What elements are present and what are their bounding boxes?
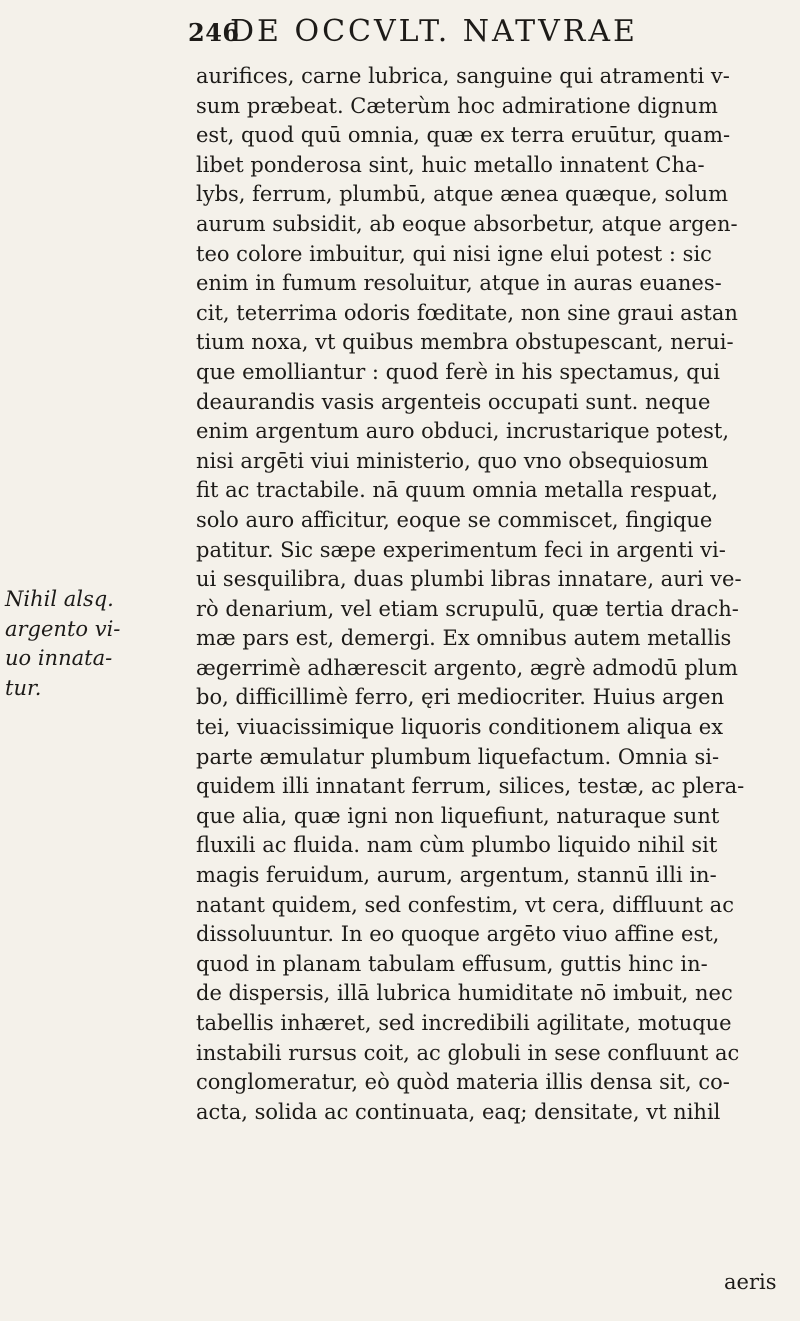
text-line: de dispersis, illā lubrica humiditate nō imbuit, nec xyxy=(196,981,733,1006)
text-line: solo auro afficitur, eoque se commiscet, fingique xyxy=(196,507,713,532)
text-line: conglomeratur, eò quòd materia illis densa sit, co- xyxy=(196,1070,730,1095)
text-line: quod in planam tabulam effusum, guttis hinc in- xyxy=(196,951,708,976)
text-line: nisi argēti viui ministerio, quo vno obsequiosum xyxy=(196,448,709,473)
margin-note-line: uo innata- xyxy=(5,646,113,671)
text-line: tabellis inhæret, sed incredibili agilitate, motuque xyxy=(196,1011,732,1035)
page-header xyxy=(188,14,768,52)
margin-note xyxy=(5,585,121,703)
text-line: deaurandis vasis argenteis occupati sunt. neque xyxy=(196,389,711,414)
text-line: fluxili ac fluida. nam cùm plumbo liquido nihil sit xyxy=(196,833,718,858)
text-line: fit ac tractabile. nā quum omnia metalla respuat, xyxy=(196,478,719,503)
catchword: aeris xyxy=(724,1270,777,1294)
text-line: quidem illi innatant ferrum, silices, testæ, ac plera- xyxy=(196,774,745,799)
text-line: tei, viuacissimique liquoris conditionem aliqua ex xyxy=(196,715,724,740)
text-line: bo, difficillimè ferro, ęri mediocriter. Huius argen xyxy=(196,685,725,710)
text-line: que emolliantur : quod ferè in his spectamus, qui xyxy=(196,359,720,384)
text-line: sum præbeat. Cæterùm hoc admiratione dignum xyxy=(196,93,718,118)
margin-note-line: argento vi- xyxy=(5,616,121,641)
text-line: que alia, quæ igni non liquefiunt, naturaque sunt xyxy=(196,803,720,828)
text-line: est, quod quū omnia, quæ ex terra eruūtur, quam- xyxy=(196,123,731,148)
text-line: aurum subsidit, ab eoque absorbetur, atque argen- xyxy=(196,211,738,236)
margin-note-line: Nihil alsq. xyxy=(5,587,114,611)
running-title: DE OCCVLT. NATVRAE xyxy=(230,14,638,49)
text-line: ægerrimè adhærescit argento, ægrè admodū plum xyxy=(196,655,738,680)
body-text xyxy=(196,62,790,1127)
text-line: mæ pars est, demergi. Ex omnibus autem metallis xyxy=(196,626,732,651)
text-line: libet ponderosa sint, huic metallo innatent Cha- xyxy=(196,152,705,177)
text-line: enim in fumum resoluitur, atque in auras euanes- xyxy=(196,271,722,296)
text-line: acta, solida ac continuata, eaq; densitate, vt nihil xyxy=(196,1099,721,1124)
text-line: enim argentum auro obduci, incrustarique potest, xyxy=(196,419,730,444)
text-line: teo colore imbuitur, qui nisi igne elui potest : sic xyxy=(196,241,712,266)
text-line: dissoluuntur. In eo quoque argēto viuo affine est, xyxy=(196,922,720,947)
text-line: aurifices, carne lubrica, sanguine qui atramenti v- xyxy=(196,64,730,88)
page-number: 246 xyxy=(188,18,240,47)
text-line: magis feruidum, aurum, argentum, stannū illi in- xyxy=(196,863,717,888)
text-line: instabili rursus coit, ac globuli in sese confluunt ac xyxy=(196,1040,740,1065)
text-line: tium noxa, vt quibus membra obstupescant, nerui- xyxy=(196,330,734,355)
margin-note-line: tur. xyxy=(5,675,42,700)
text-line: patitur. Sic sæpe experimentum feci in argenti vi- xyxy=(196,537,726,562)
text-line: ui sesquilibra, duas plumbi libras innatare, auri ve- xyxy=(196,567,742,592)
text-line: parte æmulatur plumbum liquefactum. Omnia si- xyxy=(196,744,720,769)
text-line: cit, teterrima odoris fœditate, non sine graui astan xyxy=(196,300,738,325)
text-line: natant quidem, sed confestim, vt cera, diffluunt ac xyxy=(196,892,734,917)
text-line: rò denarium, vel etiam scrupulū, quæ tertia drach- xyxy=(196,596,739,621)
text-line: lybs, ferrum, plumbū, atque ænea quæque, solum xyxy=(196,182,729,207)
